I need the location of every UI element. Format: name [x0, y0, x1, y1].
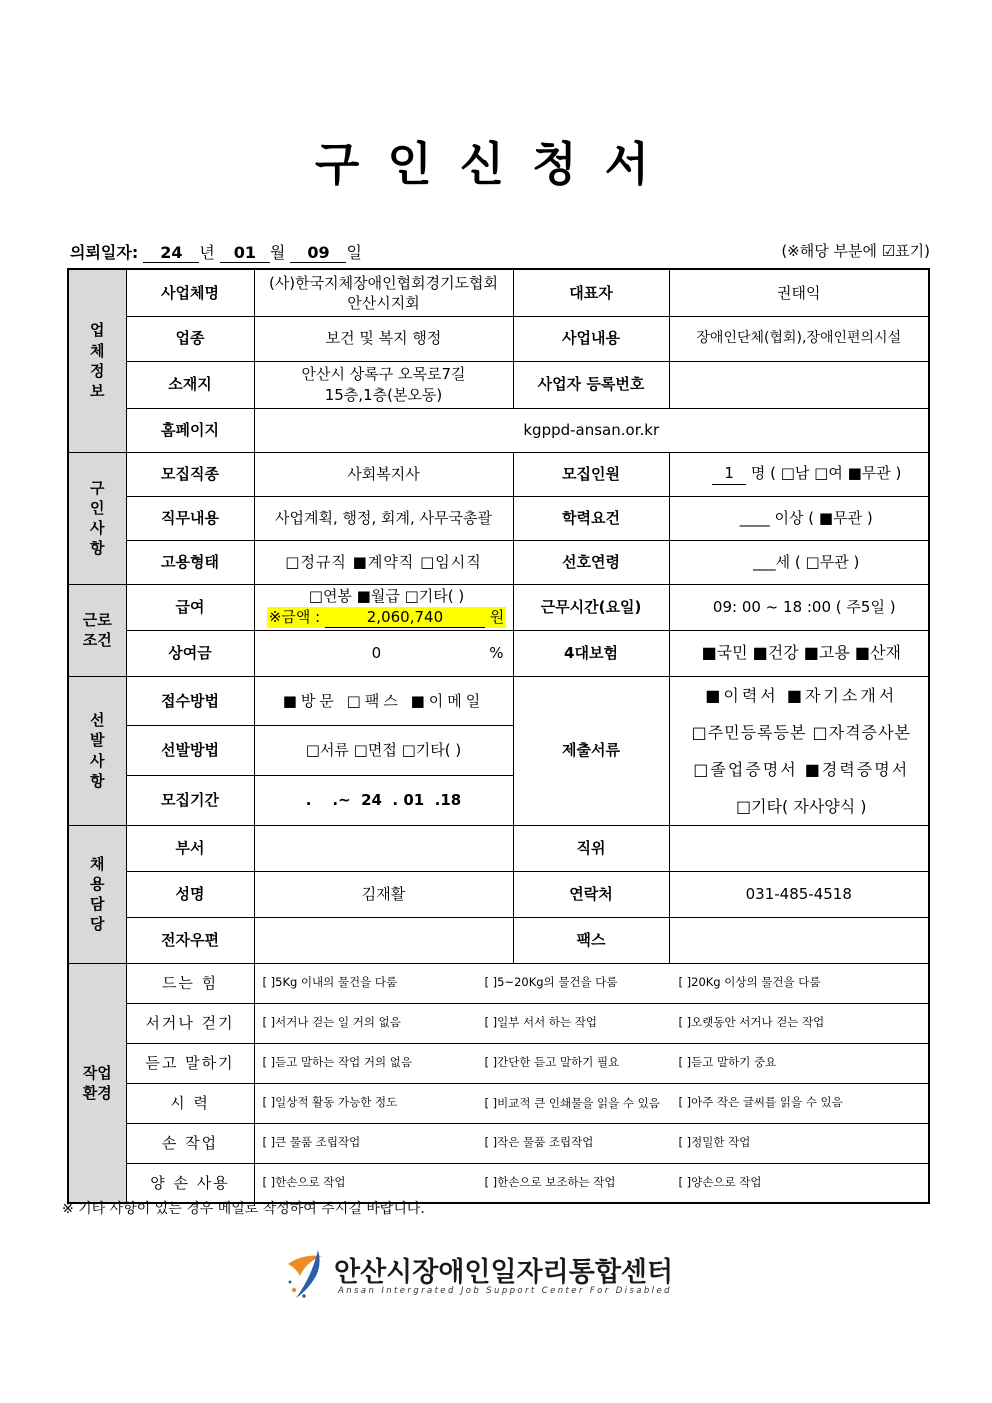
env-label-strength: 드는 힘 [126, 963, 254, 1003]
position-label: 모집직종 [126, 452, 254, 496]
pay-amount-label: ※금액 : [268, 607, 321, 626]
headcount-options: 명 ( □남 □여 ■무관 ) [750, 464, 902, 483]
bonus[interactable]: 0 [371, 643, 382, 662]
month-unit: 월 [269, 243, 286, 262]
env-row-hands [254, 1163, 929, 1203]
env-option[interactable]: [ ]서거나 걷는 일 거의 없음 [262, 1015, 401, 1030]
title-label: 직위 [513, 825, 669, 871]
env-option[interactable]: [ ]큰 물품 조립작업 [262, 1135, 361, 1150]
env-option[interactable]: [ ]일부 서서 하는 작업 [484, 1015, 597, 1030]
insurance-label: 4대보험 [513, 630, 669, 676]
homepage[interactable]: kgppd-ansan.or.kr [254, 408, 929, 452]
insurance[interactable]: ■국민 ■건강 ■고용 ■산재 [669, 630, 929, 676]
env-label-hearing: 듣고 말하기 [126, 1043, 254, 1083]
receipt[interactable]: ■방문 □팩스 ■이메일 [254, 676, 513, 726]
hours[interactable]: 09: 00 ~ 18 :00 ( 주5일 ) [669, 584, 929, 630]
duties[interactable]: 사업계획, 행정, 회계, 사무국총괄 [254, 496, 513, 540]
env-option[interactable]: [ ]양손으로 작업 [678, 1174, 762, 1189]
center-logo [282, 1246, 712, 1306]
env-option[interactable]: [ ]5Kg 이내의 물건을 다룸 [262, 975, 398, 990]
page-title: 구인신청서 [314, 137, 678, 191]
hours-label: 근무시간(요일) [513, 584, 669, 630]
regno-label: 사업자 등록번호 [513, 361, 669, 408]
education-label: 학력요건 [513, 496, 669, 540]
rep-label: 대표자 [513, 269, 669, 316]
category-contact: 채 용 담 당 [68, 825, 126, 963]
age-label: 선호연령 [513, 540, 669, 584]
category-job: 구 인 사 항 [68, 452, 126, 584]
request-month: 01 [220, 243, 270, 263]
pay-unit: 원 [489, 607, 505, 626]
bonus-cell[interactable] [254, 630, 513, 676]
env-option[interactable]: [ ]오랫동안 서거나 걷는 작업 [678, 1015, 825, 1030]
business-label: 사업내용 [513, 316, 669, 361]
headcount-cell[interactable] [669, 452, 929, 496]
env-label-vision: 시 력 [126, 1083, 254, 1123]
employment-label: 고용형태 [126, 540, 254, 584]
env-option[interactable]: [ ]5~20Kg의 물건을 다룸 [484, 975, 618, 990]
pay-amount[interactable]: 2,060,740 [325, 607, 485, 628]
position[interactable]: 사회복지사 [254, 452, 513, 496]
fax[interactable] [669, 917, 929, 963]
duties-label: 직무내용 [126, 496, 254, 540]
pay-type[interactable]: □연봉 ■월급 □기타( ) [308, 587, 465, 606]
address-label: 소재지 [126, 361, 254, 408]
homepage-label: 홈페이지 [126, 408, 254, 452]
day-unit: 일 [346, 243, 362, 262]
method[interactable]: □서류 □면접 □기타( ) [254, 726, 513, 776]
env-option[interactable]: [ ]아주 작은 글씨를 읽을 수 있음 [678, 1095, 843, 1110]
address[interactable]: 안산시 상록구 오목로7길 15층,1층(본오동) [254, 361, 513, 408]
footnote: ※ 기타 사항이 있는 경우 메일로 작성하여 주시길 바랍니다. [62, 1201, 425, 1217]
docs-label: 제출서류 [513, 676, 669, 825]
category-selection: 선 발 사 항 [68, 676, 126, 825]
docs-line-2[interactable]: □주민등록등본 □자격증사본 [691, 722, 911, 742]
employment[interactable]: □정규직 ■계약직 □임시직 [254, 540, 513, 584]
email-label: 전자우편 [126, 917, 254, 963]
env-option[interactable]: [ ]정밀한 작업 [678, 1135, 751, 1150]
env-option[interactable]: [ ]간단한 듣고 말하기 필요 [484, 1055, 620, 1070]
business[interactable]: 장애인단체(협회),장애인편의시설 [669, 316, 929, 361]
request-day: 09 [290, 243, 346, 263]
env-option[interactable]: [ ]일상적 활동 가능한 정도 [262, 1095, 398, 1110]
period-label: 모집기간 [126, 775, 254, 825]
docs-line-1[interactable]: ■이력서 ■자기소개서 [705, 685, 898, 705]
docs-line-4[interactable]: □기타( 자사양식 ) [735, 796, 867, 816]
env-option[interactable]: [ ]20Kg 이상의 물건을 다룸 [678, 975, 821, 990]
education[interactable]: ____ 이상 ( ■무관 ) [669, 496, 929, 540]
contact-title[interactable] [669, 825, 929, 871]
env-row-vision [254, 1083, 929, 1123]
receipt-label: 접수방법 [126, 676, 254, 726]
env-row-handwork [254, 1123, 929, 1163]
contact-name-label: 성명 [126, 871, 254, 917]
env-row-standing [254, 1003, 929, 1043]
env-option[interactable]: [ ]한손으로 보조하는 작업 [484, 1174, 616, 1189]
request-date-bar [70, 240, 930, 263]
check-note: (※해당 부분에 ☑표기) [781, 242, 930, 260]
env-label-handwork: 손 작업 [126, 1123, 254, 1163]
year-unit: 년 [199, 243, 215, 262]
request-year: 24 [143, 243, 199, 263]
company-name[interactable]: (사)한국지체장애인협회경기도협회 안산시지회 [254, 269, 513, 316]
env-option[interactable]: [ ]작은 물품 조립작업 [484, 1135, 594, 1150]
age[interactable]: ___세 ( □무관 ) [669, 540, 929, 584]
method-label: 선발방법 [126, 726, 254, 776]
env-row-hearing [254, 1043, 929, 1083]
bonus-unit: % [489, 643, 504, 662]
env-option[interactable]: [ ]비교적 큰 인쇄물을 읽을 수 있음 [484, 1095, 660, 1110]
request-date-label: 의뢰일자: [70, 243, 139, 262]
period[interactable]: . .~ 24 . 01 .18 [254, 775, 513, 825]
env-option[interactable]: [ ]한손으로 작업 [262, 1174, 346, 1189]
pay-amount-row [267, 607, 506, 628]
docs-line-3[interactable]: □졸업증명서 ■경력증명서 [693, 759, 910, 779]
category-environment: 작업 환경 [68, 963, 126, 1203]
pay-cell[interactable] [254, 584, 513, 630]
phone[interactable]: 031-485-4518 [669, 871, 929, 917]
logo-subtitle: Ansan Intergrated Job Support Center For Disabled [338, 1286, 672, 1296]
category-company: 업 체 정 보 [68, 269, 126, 452]
rep-name[interactable]: 권태익 [669, 269, 929, 316]
env-option[interactable]: [ ]듣고 말하기 중요 [678, 1055, 777, 1070]
env-label-hands: 양 손 사용 [126, 1163, 254, 1203]
company-name-label: 사업체명 [126, 269, 254, 316]
email[interactable] [254, 917, 513, 963]
phone-label: 연락처 [513, 871, 669, 917]
contact-name[interactable]: 김재활 [254, 871, 513, 917]
logo-name: 안산시장애인일자리통합센터 [334, 1257, 674, 1288]
logo-mark-icon [282, 1246, 332, 1304]
fax-label: 팩스 [513, 917, 669, 963]
env-row-strength [254, 963, 929, 1003]
docs-cell[interactable] [669, 676, 929, 825]
dept-label: 부서 [126, 825, 254, 871]
headcount-label: 모집인원 [513, 452, 669, 496]
industry[interactable]: 보건 및 복지 행정 [254, 316, 513, 361]
pay-label: 급여 [126, 584, 254, 630]
headcount[interactable]: 1 [712, 463, 746, 484]
industry-label: 업종 [126, 316, 254, 361]
category-conditions: 근로 조건 [68, 584, 126, 676]
env-label-standing: 서거나 걷기 [126, 1003, 254, 1043]
env-option[interactable]: [ ]듣고 말하는 작업 거의 없음 [262, 1055, 412, 1070]
dept[interactable] [254, 825, 513, 871]
regno[interactable] [669, 361, 929, 408]
bonus-label: 상여금 [126, 630, 254, 676]
job-request-form [67, 268, 930, 1204]
